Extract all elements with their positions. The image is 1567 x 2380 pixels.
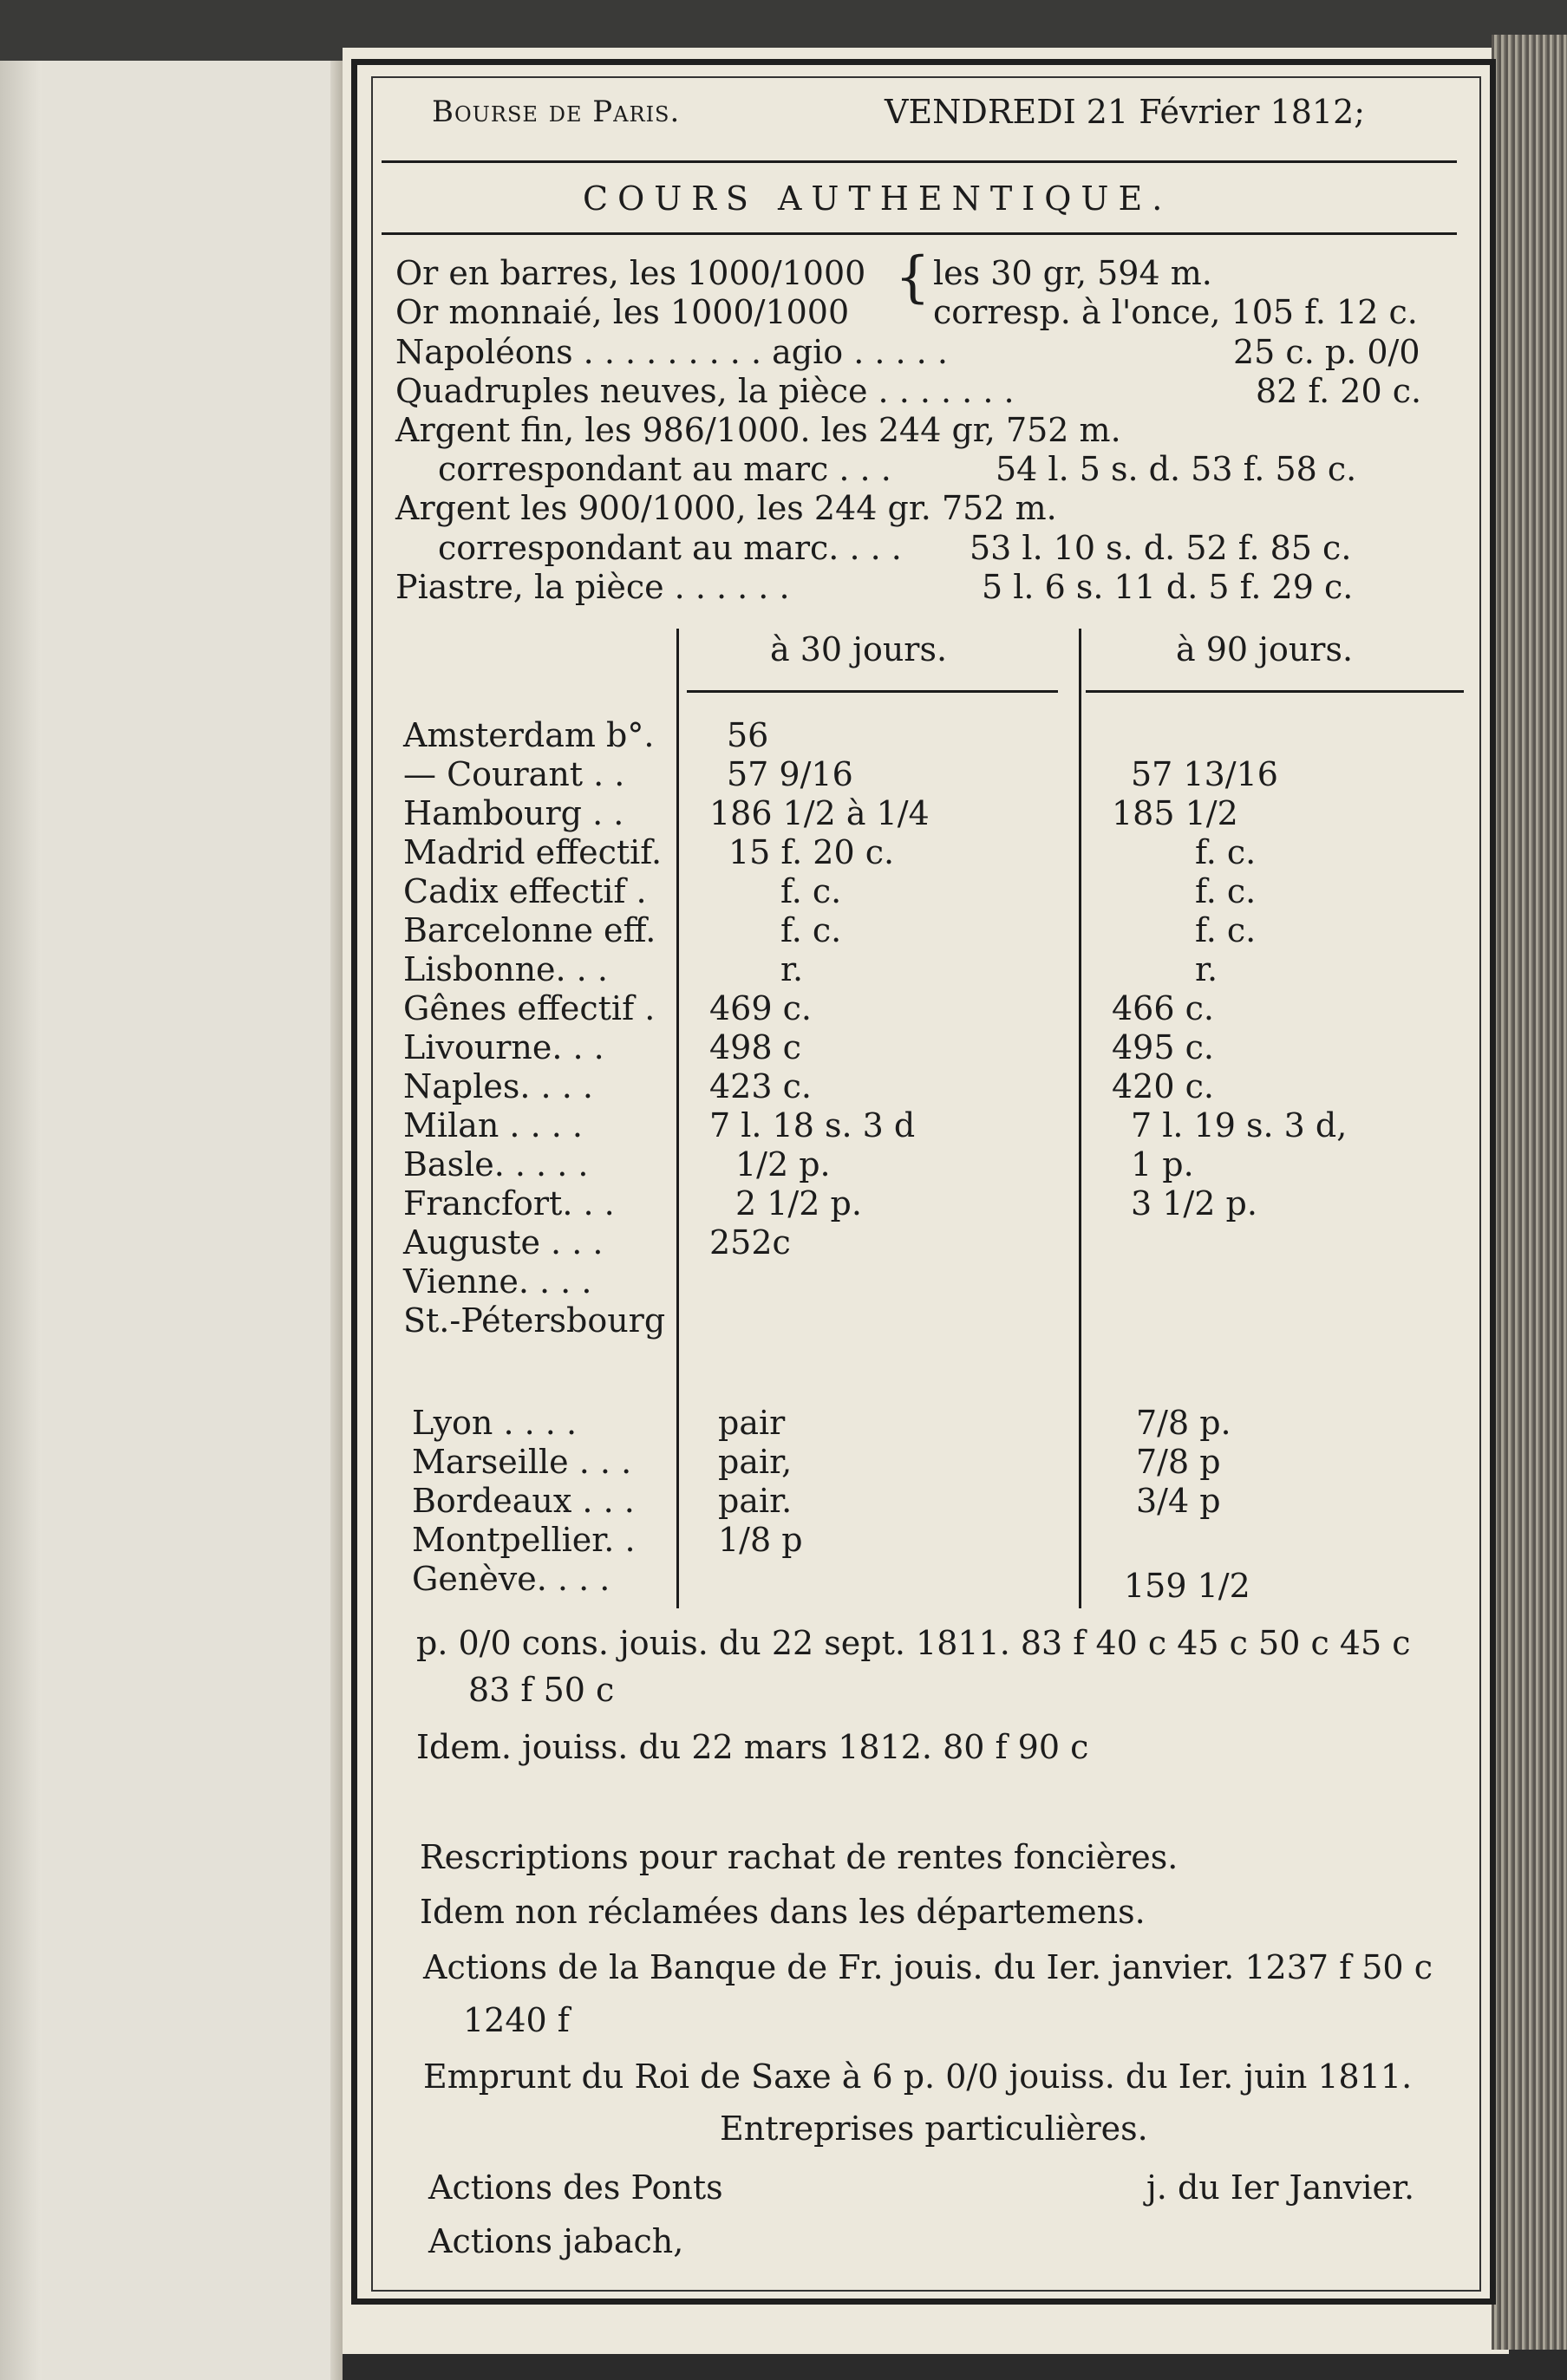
exchange-row-d30: 423 c. (709, 1067, 812, 1105)
exchange-row-d90: f. c. (1195, 833, 1257, 871)
metal-line-9-label: Piastre, la pièce . . . . . . (395, 568, 790, 606)
metal-line-9-value: 5 l. 6 s. 11 d. 5 f. 29 c. (982, 568, 1354, 606)
metal-line-8-value: 53 l. 10 s. d. 52 f. 85 c. (970, 529, 1352, 567)
exchange-row-place: Hambourg . . (403, 794, 624, 832)
footer-line-2: 83 f 50 c (468, 1671, 615, 1709)
page-edges (1492, 35, 1567, 2350)
footer-line-5: Idem non réclamées dans les départemens. (420, 1893, 1146, 1931)
exchange-row-d30: f. c. (780, 911, 842, 949)
exchange-row-place: Lisbonne. . . (403, 950, 608, 988)
exchange-row-d30: f. c. (780, 872, 842, 910)
header-rule (382, 160, 1457, 163)
exchange-row-place: Lyon . . . . (412, 1404, 578, 1442)
section-title: COURS AUTHENTIQUE. (583, 179, 1172, 218)
exchange-row-d90: 7/8 p (1136, 1443, 1221, 1481)
exchange-row-d30: r. (780, 950, 804, 988)
column-header-rule-90 (1086, 690, 1464, 693)
exchange-row-d30: pair, (718, 1443, 793, 1481)
metal-line-7-label: Argent les 900/1000, les 244 gr. 752 m. (395, 489, 1057, 527)
exchange-row-d30: 1/2 p. (735, 1145, 831, 1183)
exchange-row-d30: 252c (709, 1223, 791, 1262)
metal-line-3-label: Napoléons . . . . . . . . . agio . . . . . (395, 333, 948, 371)
exchange-row-place: Genève. . . . (412, 1560, 610, 1598)
metal-line-4-value: 82 f. 20 c. (1256, 372, 1422, 410)
footer-line-3: Idem. jouiss. du 22 mars 1812. 80 f 90 c (416, 1728, 1089, 1766)
exchange-row-d90: r. (1195, 950, 1218, 988)
exchange-row-d30: pair. (718, 1482, 793, 1520)
exchange-row-d30: 469 c. (709, 989, 812, 1027)
column-divider-1 (676, 629, 679, 1608)
exchange-row-d90: 7 l. 19 s. 3 d, (1131, 1106, 1348, 1144)
exchange-row-d30: 1/8 p (718, 1521, 803, 1559)
exchange-row-place: Francfort. . . (403, 1184, 615, 1223)
exchange-row-place: Naples. . . . (403, 1067, 593, 1105)
exchange-row-d90: 3/4 p (1136, 1482, 1221, 1520)
exchange-row-place: Milan . . . . (403, 1106, 583, 1144)
exchange-row-place: Marseille . . . (412, 1443, 632, 1481)
exchange-row-place: Madrid effectif. (403, 833, 663, 871)
binding-edge (0, 61, 42, 2380)
exchange-row-place: Vienne. . . . (403, 1262, 592, 1301)
footer-line-4: Rescriptions pour rachat de rentes foncières. (420, 1838, 1179, 1876)
exchange-row-place: Amsterdam b°. (403, 716, 655, 754)
exchange-row-d90: 495 c. (1112, 1028, 1214, 1066)
exchange-row-d30: 2 1/2 p. (735, 1184, 862, 1223)
exchange-row-place: — Courant . . (403, 755, 625, 793)
metal-line-6-label: correspondant au marc . . . (438, 450, 891, 488)
exchange-row-place: Cadix effectif . (403, 872, 647, 910)
footer-line-1: p. 0/0 cons. jouis. du 22 sept. 1811. 83 f 40 c 45 c 50 c 45 c (416, 1624, 1411, 1662)
exchange-row-place: Gênes effectif . (403, 989, 656, 1027)
exchange-row-place: Basle. . . . . (403, 1145, 589, 1183)
header-left: Bourse de Paris. (432, 95, 681, 129)
exchange-row-place: Auguste . . . (403, 1223, 604, 1262)
exchange-row-d30: 186 1/2 à 1/4 (709, 794, 930, 832)
column-header-90: à 90 jours. (1176, 630, 1354, 668)
footer-line-7: 1240 f (463, 2001, 570, 2039)
metal-line-5-label: Argent fin, les 986/1000. les 244 gr, 752 m. (395, 411, 1121, 449)
metal-line-4-label: Quadruples neuves, la pièce . . . . . . . (395, 372, 1015, 410)
exchange-row-d30: 57 9/16 (727, 755, 853, 793)
footer-line-6: Actions de la Banque de Fr. jouis. du Ier. janvier. 1237 f 50 c (423, 1948, 1433, 1986)
metal-line-2-label: Or monnaié, les 1000/1000 (395, 293, 850, 331)
title-rule (382, 232, 1457, 235)
column-header-rule-30 (687, 690, 1058, 693)
footer-line-8: Emprunt du Roi de Saxe à 6 p. 0/0 jouiss. du Ier. juin 1811. (423, 2057, 1413, 2096)
exchange-row-place: Livourne. . . (403, 1028, 604, 1066)
exchange-row-d30: 7 l. 18 s. 3 d (709, 1106, 916, 1144)
column-divider-2 (1079, 629, 1081, 1608)
page-fold (330, 61, 343, 2380)
left-page (0, 61, 343, 2380)
metal-line-3-value: 25 c. p. 0/0 (1233, 333, 1420, 371)
exchange-row-d90: 420 c. (1112, 1067, 1214, 1105)
exchange-row-d30: pair (718, 1404, 786, 1442)
exchange-row-d30: 56 (727, 716, 769, 754)
metal-line-1-label: Or en barres, les 1000/1000 (395, 254, 866, 292)
exchange-row-d90: 57 13/16 (1131, 755, 1278, 793)
exchange-row-d90: 3 1/2 p. (1131, 1184, 1257, 1223)
exchange-row-d90: 159 1/2 (1124, 1567, 1250, 1605)
footer-line-11: j. du Ier Janvier. (1146, 2168, 1415, 2207)
exchange-row-d90: 185 1/2 (1112, 794, 1238, 832)
exchange-row-d90: 1 p. (1131, 1145, 1194, 1183)
exchange-row-d90: 7/8 p. (1136, 1404, 1231, 1442)
column-header-30: à 30 jours. (770, 630, 948, 668)
exchange-row-d90: 466 c. (1112, 989, 1214, 1027)
metal-line-6-value: 54 l. 5 s. d. 53 f. 58 c. (996, 450, 1357, 488)
exchange-row-d90: f. c. (1195, 872, 1257, 910)
metal-line-1-value: les 30 gr, 594 m. (933, 254, 1212, 292)
brace-icon: { (895, 245, 930, 310)
footer-line-9: Entreprises particulières. (720, 2109, 1148, 2148)
exchange-row-place: Barcelonne eff. (403, 911, 656, 949)
exchange-row-place: St.-Pétersbourg (403, 1301, 666, 1340)
exchange-row-d90: f. c. (1195, 911, 1257, 949)
footer-line-12: Actions jabach, (428, 2222, 684, 2260)
exchange-row-place: Bordeaux . . . (412, 1482, 635, 1520)
exchange-row-d30: 15 f. 20 c. (728, 833, 895, 871)
exchange-row-place: Montpellier. . (412, 1521, 636, 1559)
metal-line-8-label: correspondant au marc. . . . (438, 529, 902, 567)
metal-line-2-value: corresp. à l'once, 105 f. 12 c. (933, 293, 1418, 331)
exchange-row-d30: 498 c (709, 1028, 801, 1066)
footer-line-10: Actions des Ponts (428, 2168, 723, 2207)
header-right: VENDREDI 21 Février 1812; (885, 93, 1366, 131)
